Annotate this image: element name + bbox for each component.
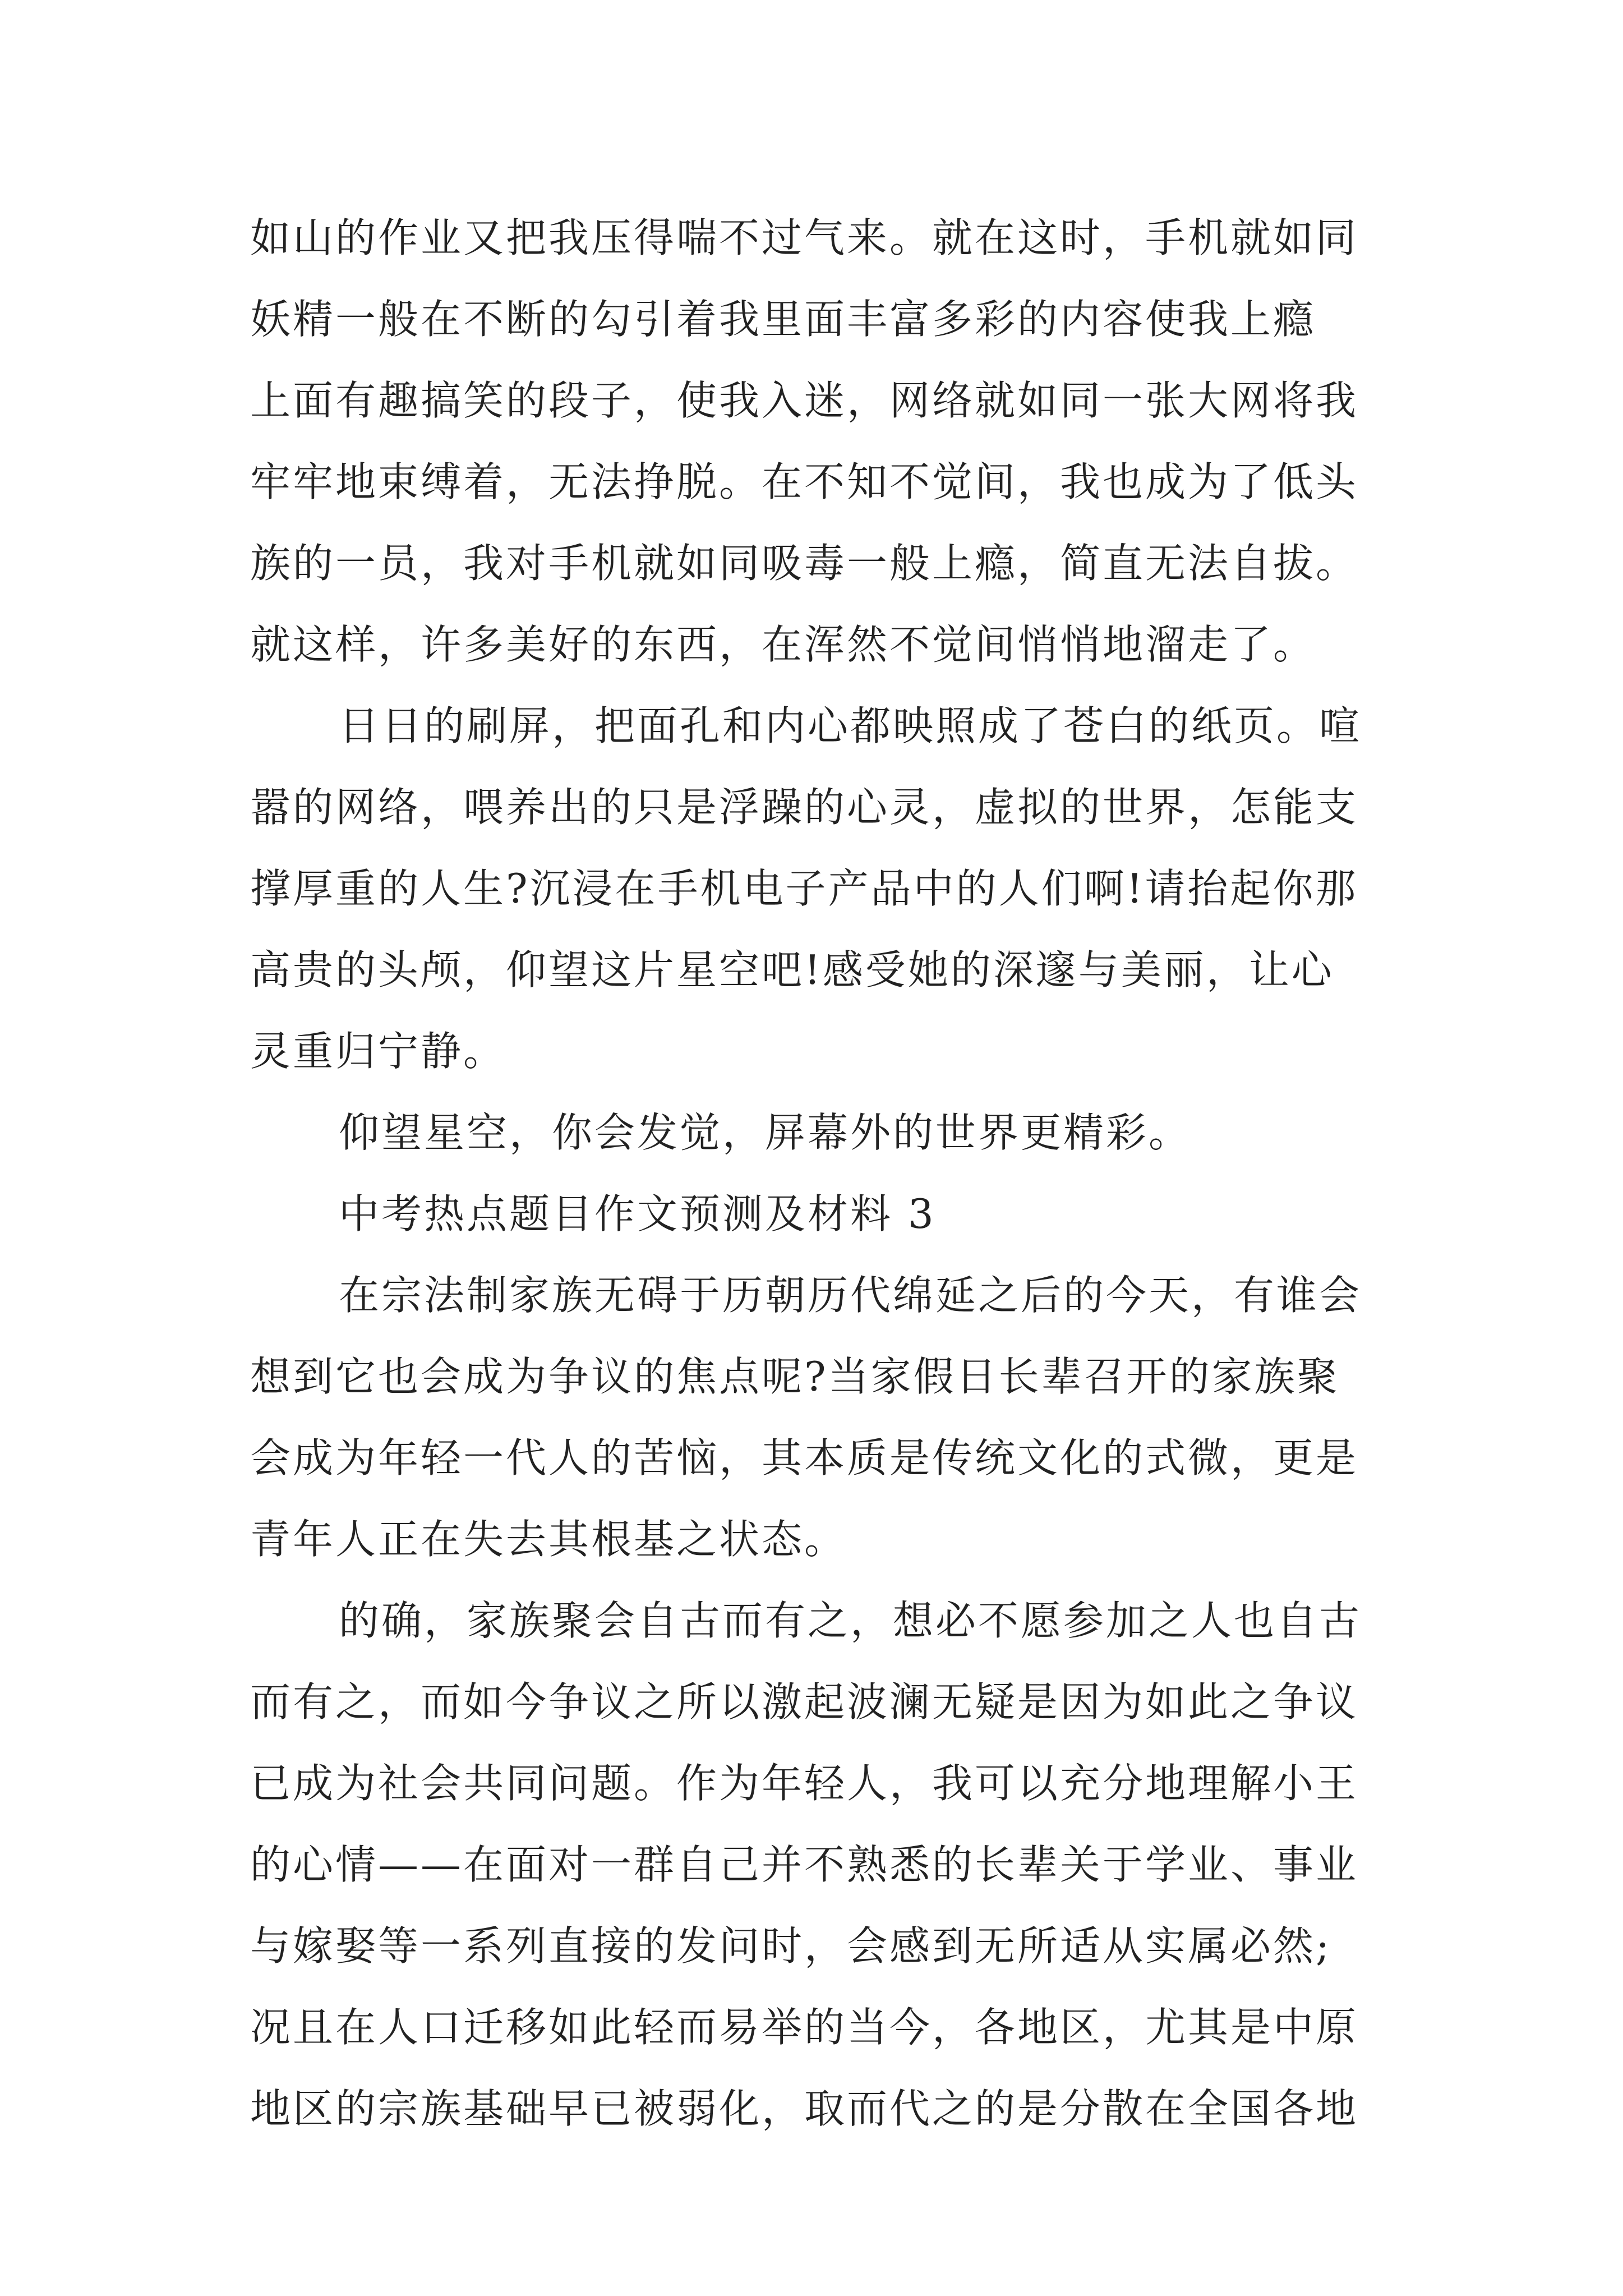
text-line: 的确，家族聚会自古而有之，想必不愿参加之人也自古	[339, 1597, 1362, 1644]
text-line: 牢牢地束缚着，无法挣脱。在不知不觉间，我也成为了低头	[250, 458, 1359, 505]
section-heading: 中考热点题目作文预测及材料 3	[339, 1190, 936, 1237]
text-line: 妖精一般在不断的勾引着我里面丰富多彩的内容使我上瘾	[250, 296, 1316, 343]
text-line: 地区的宗族基础早已被弱化，取而代之的是分散在全国各地	[250, 2085, 1359, 2132]
text-line: 况且在人口迁移如此轻而易举的当今，各地区，尤其是中原	[250, 2004, 1359, 2051]
text-line: 已成为社会共同问题。作为年轻人，我可以充分地理解小王	[250, 1760, 1359, 1807]
text-line: 高贵的头颅，仰望这片星空吧!感受她的深邃与美丽，让心	[250, 946, 1334, 993]
text-line: 仰望星空，你会发觉，屏幕外的世界更精彩。	[339, 1109, 1192, 1156]
text-line: 在宗法制家族无碍于历朝历代绵延之后的今天，有谁会	[339, 1272, 1362, 1319]
text-line: 灵重归宁静。	[250, 1028, 506, 1075]
document-text	[250, 197, 1394, 2150]
text-line: 上面有趣搞笑的段子，使我入迷，网络就如同一张大网将我	[250, 377, 1359, 424]
text-line: 会成为年轻一代人的苦恼，其本质是传统文化的式微，更是	[250, 1434, 1359, 1481]
text-line: 的心情——在面对一群自己并不熟悉的长辈关于学业、事业	[250, 1841, 1359, 1888]
text-line: 撑厚重的人生?沉浸在手机电子产品中的人们啊!请抬起你那	[250, 865, 1358, 912]
text-line: 嚣的网络，喂养出的只是浮躁的心灵，虚拟的世界，怎能支	[250, 784, 1359, 831]
text-line: 与嫁娶等一系列直接的发问时，会感到无所适从实属必然;	[250, 1922, 1332, 1970]
text-line: 族的一员，我对手机就如同吸毒一般上瘾，简直无法自拔。	[250, 540, 1359, 587]
text-line: 青年人正在失去其根基之状态。	[250, 1516, 847, 1563]
text-line: 就这样，许多美好的东西，在浑然不觉间悄悄地溜走了。	[250, 621, 1316, 668]
text-line: 日日的刷屏，把面孔和内心都映照成了苍白的纸页。喧	[339, 702, 1362, 749]
text-line: 想到它也会成为争议的焦点呢?当家假日长辈召开的家族聚	[250, 1353, 1340, 1400]
text-line: 如山的作业又把我压得喘不过气来。就在这时，手机就如同	[250, 214, 1359, 261]
text-line: 而有之，而如今争议之所以激起波澜无疑是因为如此之争议	[250, 1678, 1359, 1726]
